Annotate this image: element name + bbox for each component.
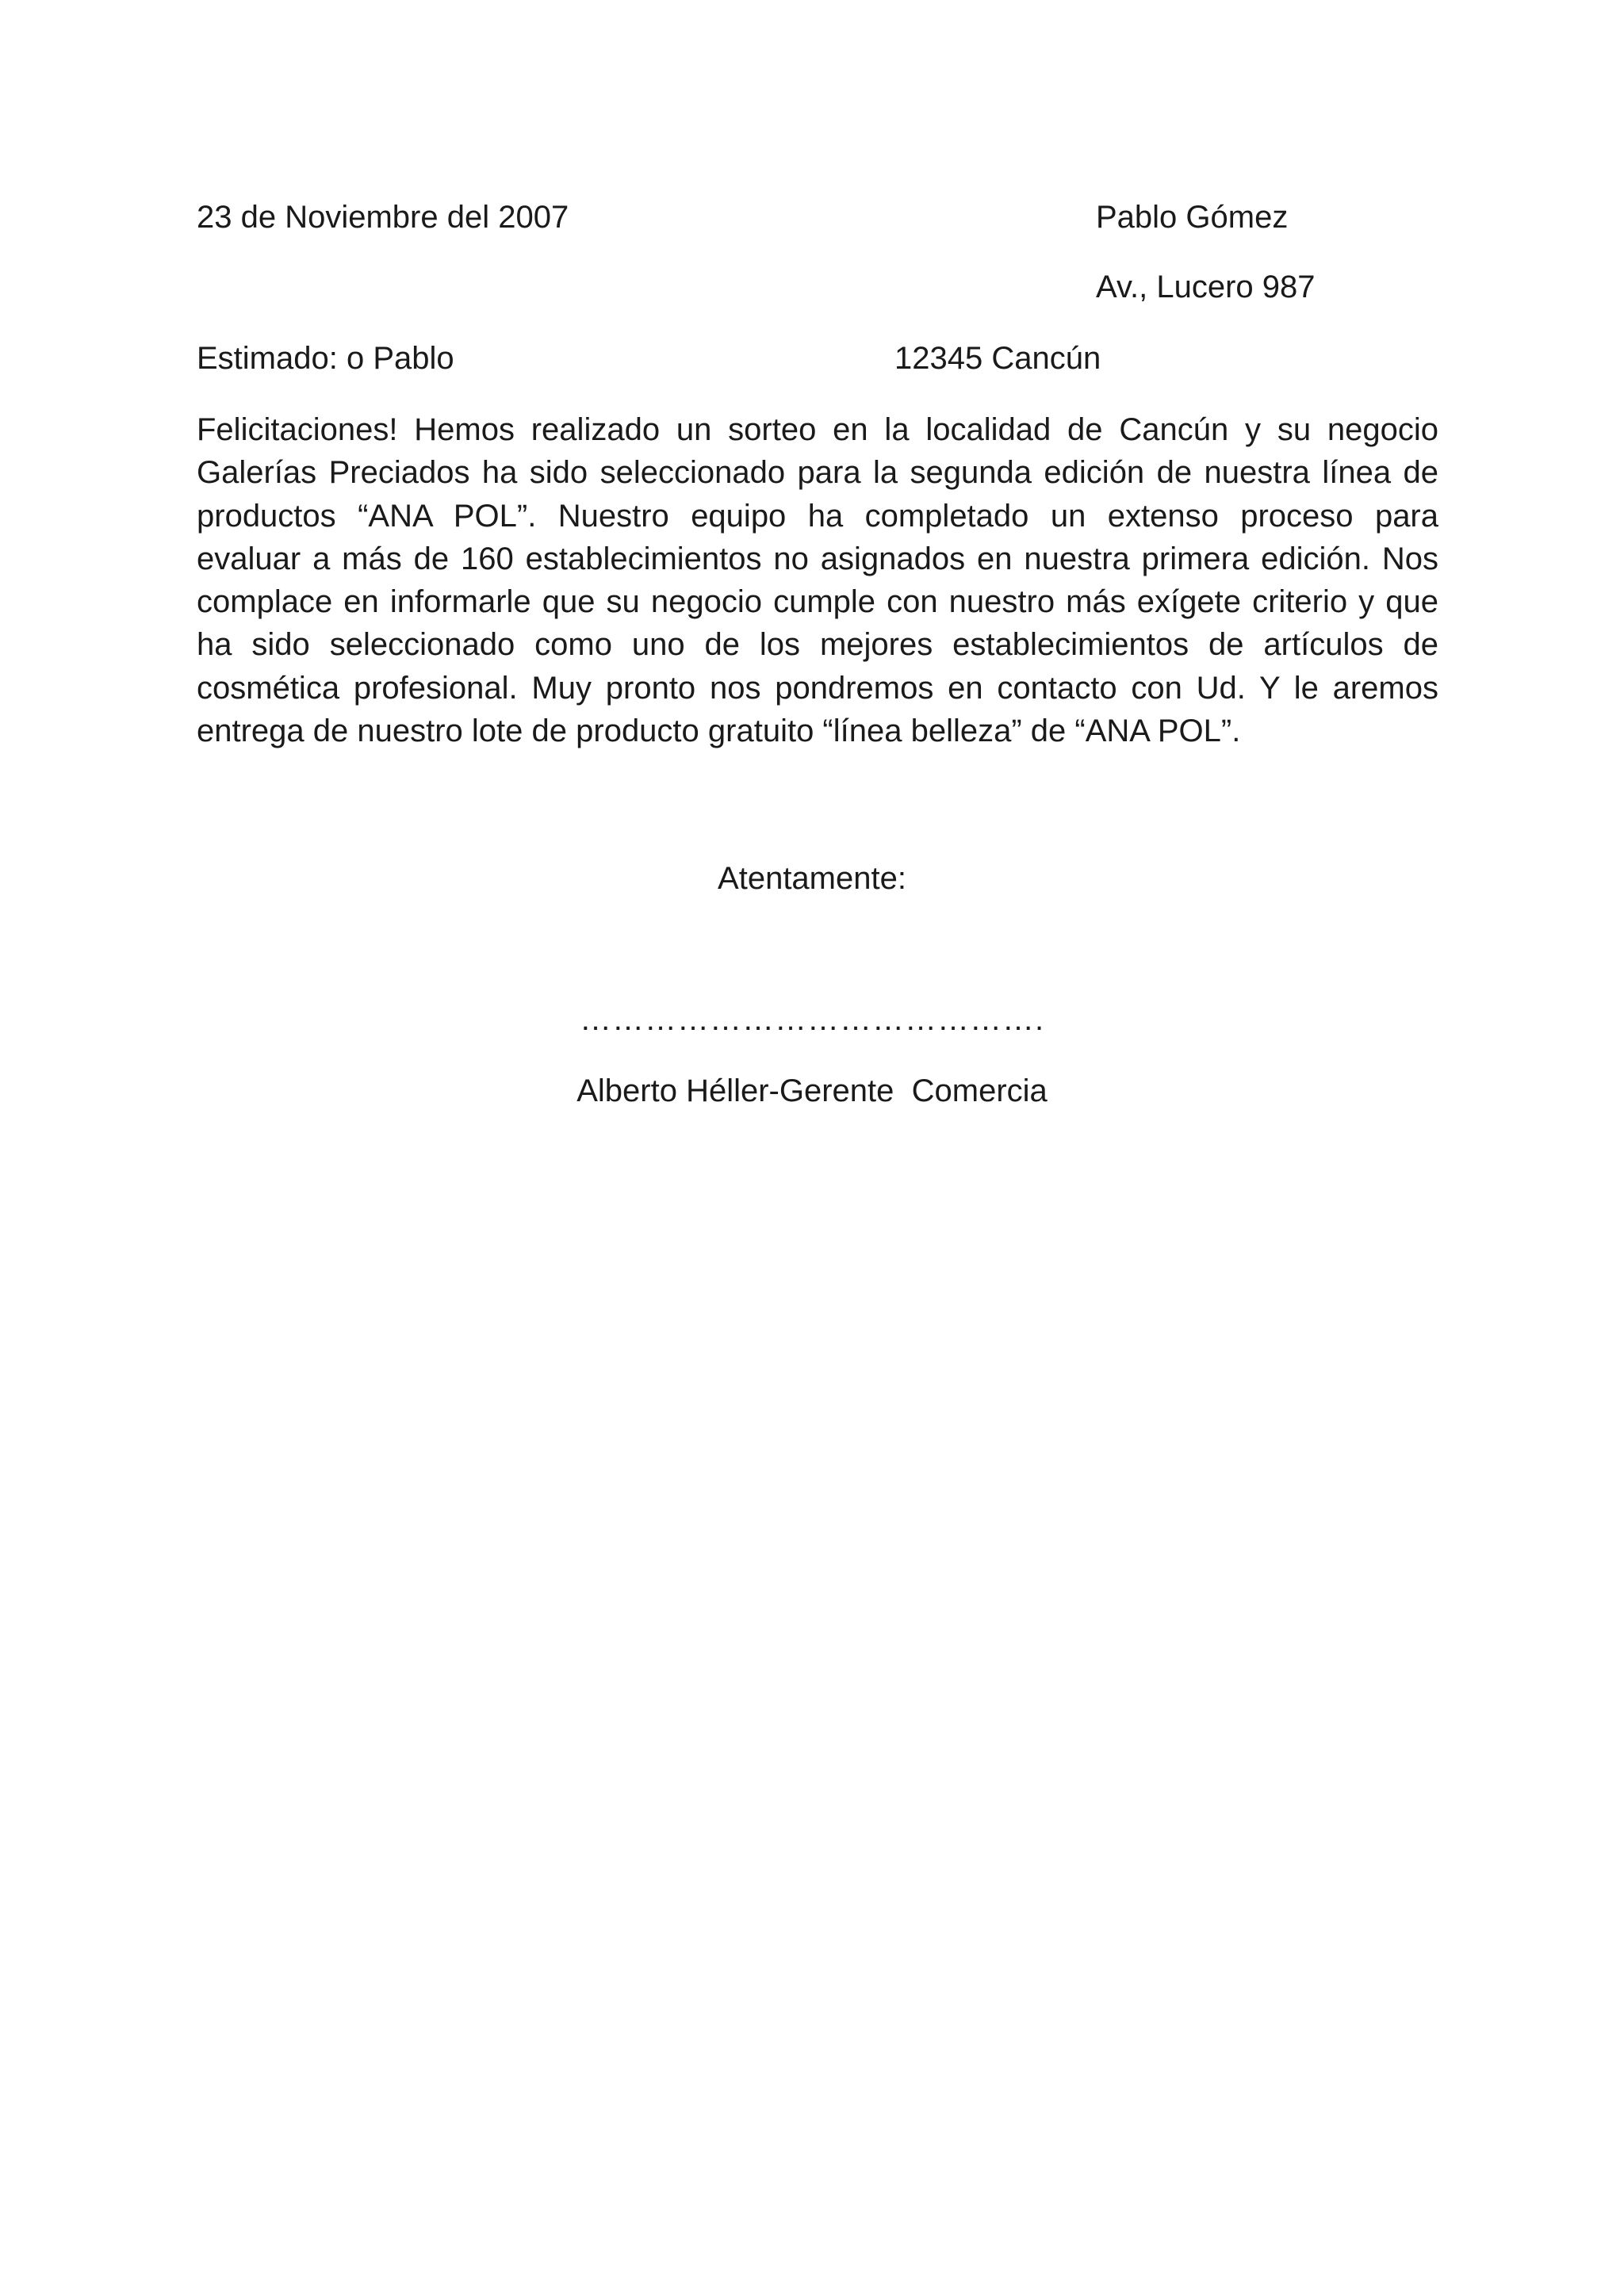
- signature-line: …………………………………….: [579, 1002, 1045, 1037]
- body-line: cosmética profesional. Muy pronto nos pondremos en contacto con Ud. Y le aremos: [197, 670, 1438, 706]
- body-line: Felicitaciones! Hemos realizado un sorteo en la localidad de Cancún y su negocio: [197, 412, 1438, 447]
- body-line: productos “ANA POL”. Nuestro equipo ha completado un extenso proceso para: [197, 498, 1438, 534]
- signer-name: Alberto Héller-Gerente Comercia: [576, 1073, 1048, 1108]
- body-line: complace en informarle que su negocio cumple con nuestro más exígete criterio y que: [197, 584, 1438, 620]
- body-line: ha sido seleccionado como uno de los mejores establecimientos de artículos de: [197, 627, 1438, 663]
- body-line: entrega de nuestro lote de producto gratuito “línea belleza” de “ANA POL”.: [197, 714, 1241, 749]
- recipient-street: Av., Lucero 987: [1096, 270, 1316, 304]
- recipient-city: 12345 Cancún: [894, 341, 1101, 376]
- recipient-name: Pablo Gómez: [1096, 200, 1289, 235]
- body-line: Galerías Preciados ha sido seleccionado para la segunda edición de nuestra línea de: [197, 455, 1438, 491]
- salutation: Estimado: o Pablo: [197, 341, 454, 376]
- letter-body: [197, 408, 1438, 752]
- closing-text: Atentamente:: [718, 861, 906, 896]
- letter-date: 23 de Noviembre del 2007: [197, 200, 569, 235]
- body-line: evaluar a más de 160 establecimientos no asignados en nuestra primera edición. Nos: [197, 541, 1438, 576]
